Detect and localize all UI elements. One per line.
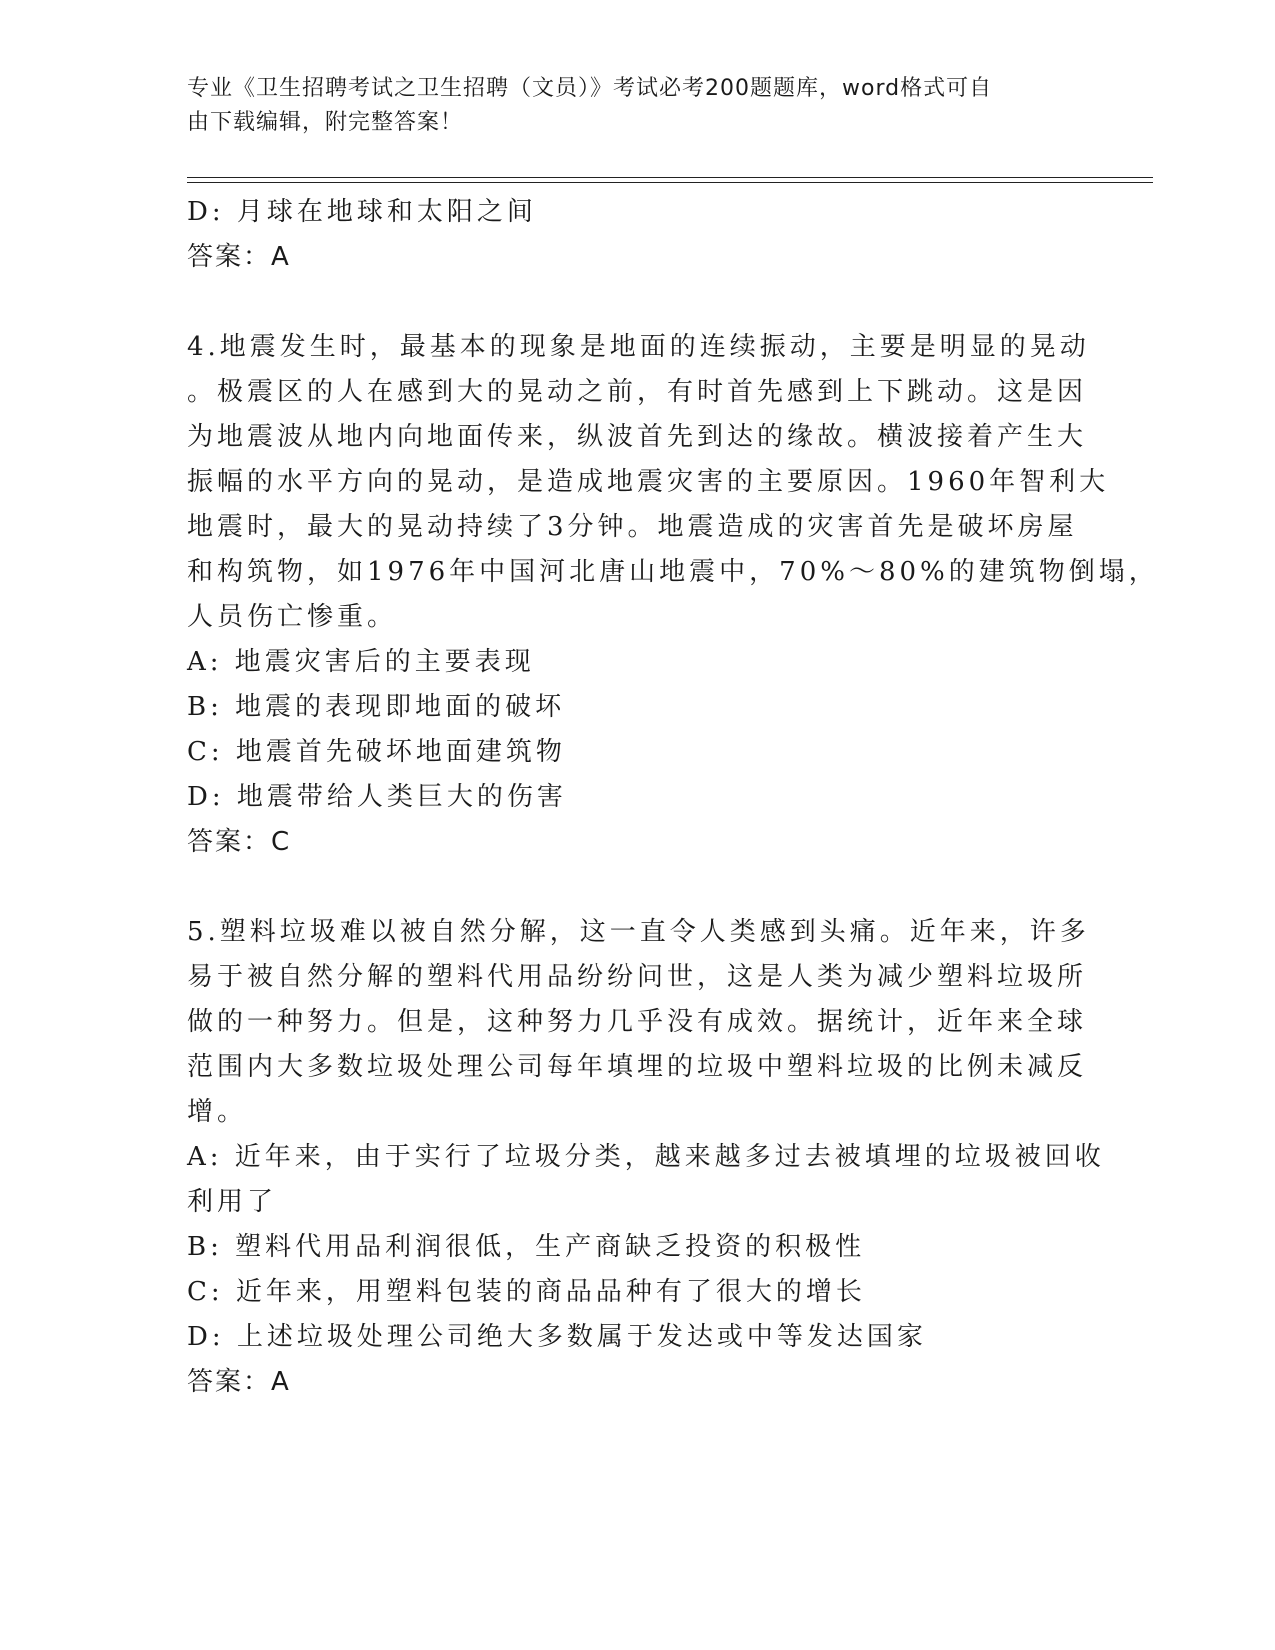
document-body: [187, 190, 1159, 1405]
q5-option-c: C: 近年来，用塑料包装的商品品种有了很大的增长: [187, 1277, 866, 1307]
q4-option-a: A: 地震灾害后的主要表现: [187, 647, 535, 677]
q4-text-line: 人员伤亡惨重。: [187, 602, 398, 632]
q4-option-d: D: 地震带给人类巨大的伤害: [187, 782, 567, 812]
q4-text-line: 为地震波从地内向地面传来，纵波首先到达的缘故。横波接着产生大: [187, 422, 1088, 452]
header-divider-bottom: [187, 182, 1153, 183]
q4-text-line: 振幅的水平方向的晃动，是造成地震灾害的主要原因。1960年智利大: [187, 467, 1110, 497]
question-4: [187, 325, 1159, 865]
header-line-1: 专业《卫生招聘考试之卫生招聘（文员）》考试必考200题题库，word格式可自: [187, 76, 993, 101]
q5-text-line: 范围内大多数垃圾处理公司每年填埋的垃圾中塑料垃圾的比例未减反: [187, 1052, 1088, 1082]
header-line-2: 由下载编辑，附完整答案！: [187, 110, 464, 135]
spacer: [187, 280, 1087, 325]
prev-answer: 答案：A: [187, 242, 291, 272]
q4-text-line: 地震时，最大的晃动持续了3分钟。地震造成的灾害首先是破坏房屋: [187, 512, 1078, 542]
q4-text-line: 。极震区的人在感到大的晃动之前，有时首先感到上下跳动。这是因: [187, 377, 1088, 407]
q4-text-line: 4.地震发生时，最基本的现象是地面的连续振动，主要是明显的晃动: [187, 332, 1090, 362]
q5-answer: 答案：A: [187, 1367, 291, 1397]
q4-option-c: C: 地震首先破坏地面建筑物: [187, 737, 566, 767]
spacer: [187, 865, 1087, 910]
q5-text-line: 做的一种努力。但是，这种努力几乎没有成效。据统计，近年来全球: [187, 1007, 1088, 1037]
document-header: [187, 72, 1067, 140]
question-5: [187, 910, 1105, 1405]
q5-option-a: A: 近年来，由于实行了垃圾分类，越来越多过去被填埋的垃圾被回收: [187, 1142, 1105, 1172]
q4-answer: 答案：C: [187, 827, 292, 857]
prev-option-d: D: 月球在地球和太阳之间: [187, 197, 537, 227]
q5-option-a-continued: 利用了: [187, 1187, 278, 1217]
q5-text-line: 易于被自然分解的塑料代用品纷纷问世，这是人类为减少塑料垃圾所: [187, 962, 1088, 992]
q5-text-line: 5.塑料垃圾难以被自然分解，这一直令人类感到头痛。近年来，许多: [187, 917, 1090, 947]
q4-option-b: B: 地震的表现即地面的破坏: [187, 692, 566, 722]
header-divider-top: [187, 177, 1153, 178]
q5-option-b: B: 塑料代用品利润很低，生产商缺乏投资的积极性: [187, 1232, 866, 1262]
q5-option-d: D: 上述垃圾处理公司绝大多数属于发达或中等发达国家: [187, 1322, 927, 1352]
q5-text-line: 增。: [187, 1097, 248, 1127]
q4-text-line: 和构筑物，如1976年中国河北唐山地震中，70%～80%的建筑物倒塌，: [187, 557, 1159, 587]
